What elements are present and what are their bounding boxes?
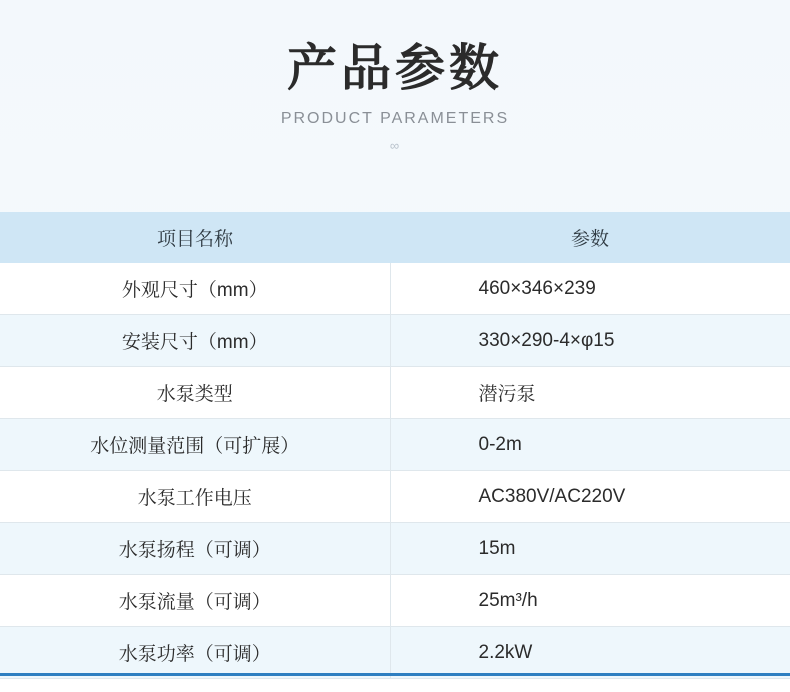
table-row xyxy=(0,627,790,679)
page-header xyxy=(0,0,790,153)
row-label: 水泵工作电压 xyxy=(0,471,390,523)
table-row xyxy=(0,575,790,627)
row-value: 潜污泵 xyxy=(390,367,790,419)
table-row xyxy=(0,471,790,523)
table-row xyxy=(0,315,790,367)
row-value: AC380V/AC220V xyxy=(390,471,790,523)
table-header xyxy=(0,212,790,263)
column-header-name: 项目名称 xyxy=(0,212,390,263)
row-label: 水泵流量（可调） xyxy=(0,575,390,627)
table-row xyxy=(0,523,790,575)
row-label: 外观尺寸（mm） xyxy=(0,263,390,315)
row-label: 水泵功率（可调） xyxy=(0,627,390,679)
bottom-accent-rule xyxy=(0,673,790,676)
parameters-table xyxy=(0,212,790,679)
row-label: 水泵扬程（可调） xyxy=(0,523,390,575)
table-header-row xyxy=(0,212,790,263)
row-label: 安装尺寸（mm） xyxy=(0,315,390,367)
column-header-value: 参数 xyxy=(390,212,790,263)
table-body xyxy=(0,263,790,679)
page-title: 产品参数 xyxy=(287,40,503,96)
row-value: 0-2m xyxy=(390,419,790,471)
row-label: 水位测量范围（可扩展） xyxy=(0,419,390,471)
row-value: 25m³/h xyxy=(390,575,790,627)
row-value: 15m xyxy=(390,523,790,575)
table-row xyxy=(0,263,790,315)
table-row xyxy=(0,419,790,471)
parameters-table-container xyxy=(0,212,790,679)
ornament-divider-icon: ∞ xyxy=(389,137,401,153)
row-value: 460×346×239 xyxy=(390,263,790,315)
row-value: 330×290-4×φ15 xyxy=(390,315,790,367)
page-subtitle: PRODUCT PARAMETERS xyxy=(280,109,510,127)
table-row xyxy=(0,367,790,419)
row-label: 水泵类型 xyxy=(0,367,390,419)
row-value: 2.2kW xyxy=(390,627,790,679)
